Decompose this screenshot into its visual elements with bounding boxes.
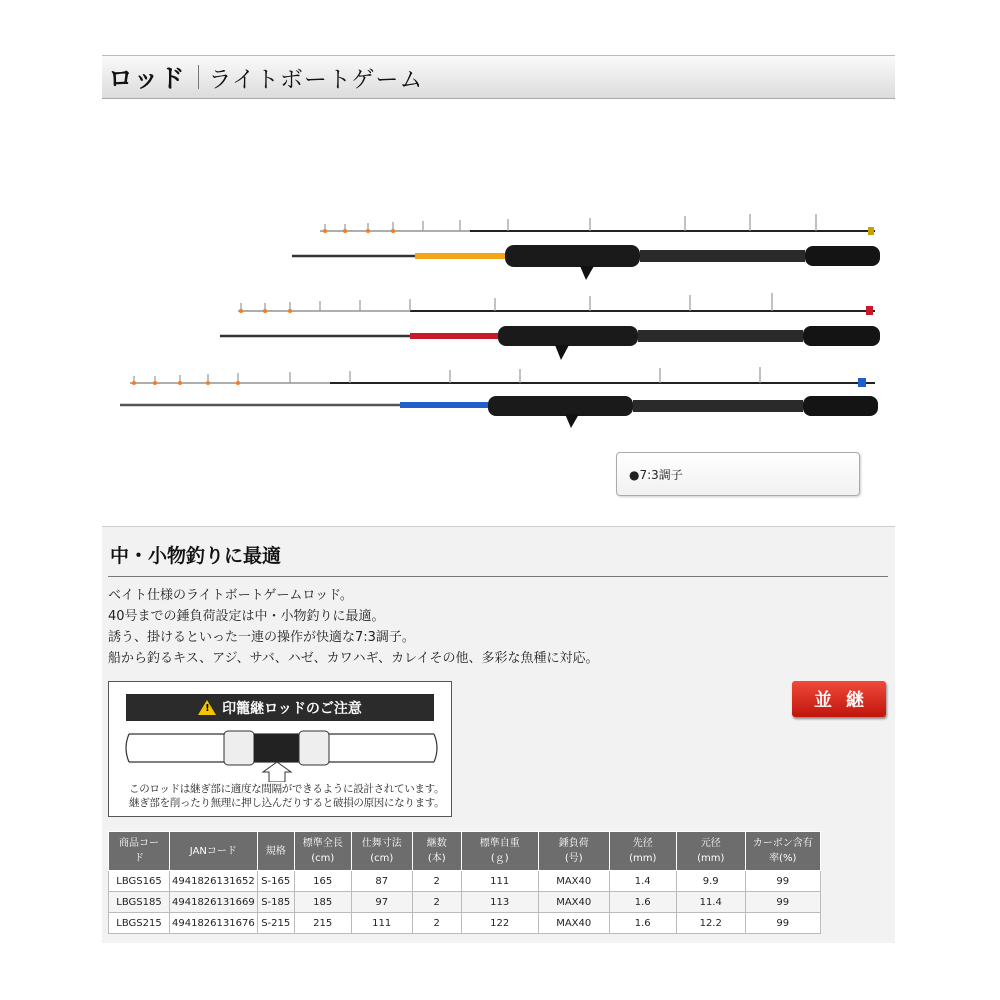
- header-total-length: 標準全長 (cm): [294, 832, 351, 871]
- cell: 111: [351, 913, 412, 934]
- cell: MAX40: [538, 892, 609, 913]
- caution-line: 継ぎ部を削ったり無理に押し込んだりすると破損の原因になります。: [129, 797, 445, 809]
- description-line: 船から釣るキス、アジ、サバ、ハゼ、カワハギ、カレイその他、多彩な魚種に対応。: [108, 651, 599, 666]
- section-title: 中・小物釣りに最適: [110, 545, 282, 567]
- description-text: [108, 585, 599, 669]
- table-row: [109, 913, 821, 934]
- cell: 2: [412, 913, 461, 934]
- cell: 1.6: [609, 892, 676, 913]
- table-row: [109, 871, 821, 892]
- cell: 4941826131669: [170, 892, 258, 913]
- rod-3-tip: [130, 367, 875, 387]
- description-line: 40号までの錘負荷設定は中・小物釣りに最適。: [108, 609, 385, 624]
- header-weight: 標準自重 (ｇ): [461, 832, 538, 871]
- cell: LBGS165: [109, 871, 170, 892]
- header-standard: 規格: [257, 832, 294, 871]
- cell: 99: [745, 871, 820, 892]
- table-row: [109, 892, 821, 913]
- cell: 11.4: [676, 892, 745, 913]
- action-note: ●7:3調子: [616, 452, 860, 496]
- rod-1-butt: [292, 245, 880, 280]
- header-title-main: ロッド: [108, 64, 186, 93]
- cell: 12.2: [676, 913, 745, 934]
- header-tip-diameter: 先径 (mm): [609, 832, 676, 871]
- cell: 111: [461, 871, 538, 892]
- cell: 185: [294, 892, 351, 913]
- description-line: 誘う、掛けるといった一連の操作が快適な7:3調子。: [108, 630, 415, 645]
- joint-type-badge: 並継: [792, 681, 886, 717]
- cell: 4941826131676: [170, 913, 258, 934]
- header-sections: 継数 (本): [412, 832, 461, 871]
- cell: 1.4: [609, 871, 676, 892]
- joint-illustration: [109, 724, 453, 782]
- cell: 9.9: [676, 871, 745, 892]
- caution-line: このロッドは継ぎ部に適度な間隔ができるように設計されています。: [129, 783, 445, 795]
- header-separator: [198, 65, 199, 89]
- cell: 99: [745, 892, 820, 913]
- caution-box: [108, 681, 452, 817]
- cell: 4941826131652: [170, 871, 258, 892]
- rod-2-butt: [220, 326, 880, 360]
- header-jan-code: JANコード: [170, 832, 258, 871]
- cell: S-185: [257, 892, 294, 913]
- page-header: [102, 55, 895, 99]
- header-product-code: 商品コー ド: [109, 832, 170, 871]
- rod-product-image: [110, 200, 900, 440]
- section-divider: [108, 576, 888, 577]
- cell: MAX40: [538, 913, 609, 934]
- cell: LBGS185: [109, 892, 170, 913]
- rod-3-butt: [120, 396, 878, 428]
- spec-header-row: [109, 832, 821, 871]
- header-sinker-load: 錘負荷 (号): [538, 832, 609, 871]
- rod-1-tip: [320, 214, 875, 235]
- cell: 99: [745, 913, 820, 934]
- header-carbon: カーボン含有 率(%): [745, 832, 820, 871]
- cell: 165: [294, 871, 351, 892]
- spec-table: [108, 831, 821, 934]
- caution-text: [129, 782, 444, 810]
- cell: 2: [412, 892, 461, 913]
- cell: S-215: [257, 913, 294, 934]
- header-title-sub: ライトボートゲーム: [208, 66, 424, 93]
- cell: MAX40: [538, 871, 609, 892]
- cell: 122: [461, 913, 538, 934]
- cell: 113: [461, 892, 538, 913]
- caution-title-bar: [126, 694, 434, 721]
- header-closed-length: 仕舞寸法 (cm): [351, 832, 412, 871]
- description-line: ベイト仕様のライトボートゲームロッド。: [108, 588, 353, 603]
- cell: 2: [412, 871, 461, 892]
- cell: 215: [294, 913, 351, 934]
- cell: 87: [351, 871, 412, 892]
- description-section: [102, 526, 895, 943]
- cell: 1.6: [609, 913, 676, 934]
- cell: LBGS215: [109, 913, 170, 934]
- warning-icon: !: [198, 700, 216, 715]
- rod-2-tip: [238, 293, 875, 315]
- caution-title: 印籠継ロッドのご注意: [222, 700, 362, 717]
- cell: 97: [351, 892, 412, 913]
- header-butt-diameter: 元径 (mm): [676, 832, 745, 871]
- cell: S-165: [257, 871, 294, 892]
